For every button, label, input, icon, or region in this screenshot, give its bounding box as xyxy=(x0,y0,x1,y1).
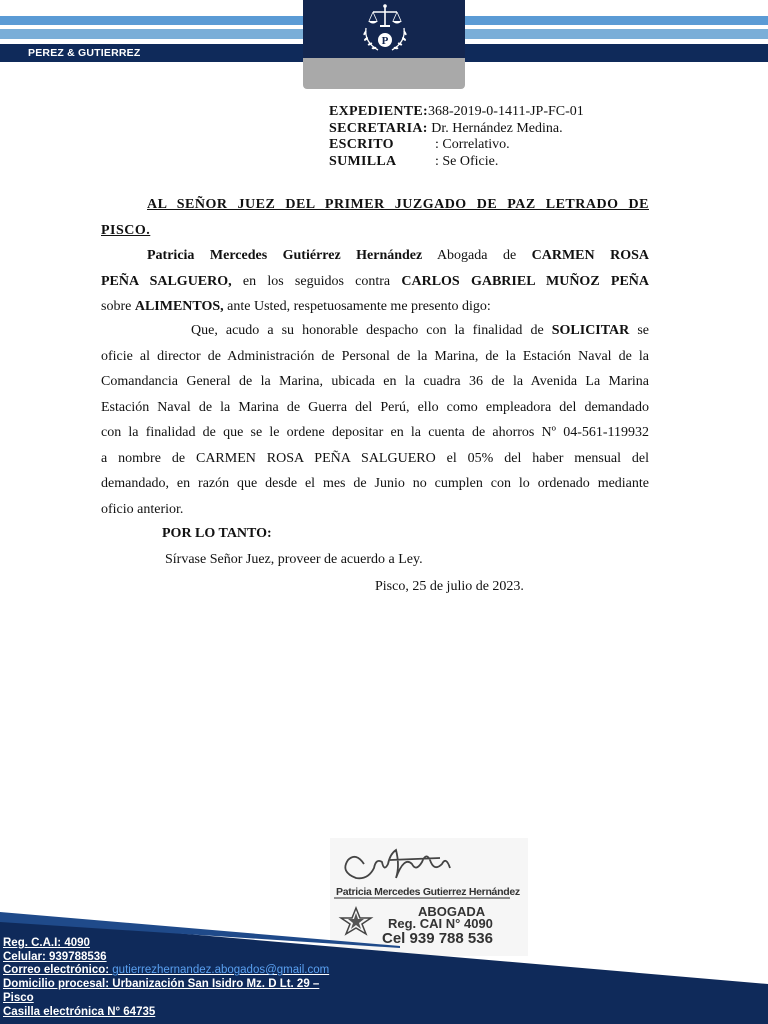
sumilla-row xyxy=(329,154,584,171)
closing-heading: POR LO TANTO: xyxy=(162,526,272,541)
secretaria-label: SECRETARIA: xyxy=(329,120,428,136)
attorney-name: Patricia Mercedes Gutiérrez Hernández xyxy=(147,248,423,263)
request-keyword: SOLICITAR xyxy=(551,323,630,338)
place-date: Pisco, 25 de julio de 2023. xyxy=(375,579,524,594)
request-paragraph: Que, acudo a su honorable despacho con la finalidad de SOLICITAR se oficie al director de Administración de Personal de la Marina, de la Estación Naval de la Comandancia General de la Marina, ubicada en la cuadra 36 de la Avenida La Marina Estación Naval de la Marina de Guerra del Perú, ello como empleadora del demandado con la finalidad de que se le ordene depositar en la cuenta de ahorros Nº 04-561-119932 a nombre de CARMEN ROSA PEÑA SALGUERO el 05% del haber mensual del demandado, en razón que desde el mes de Junio no cumplen con lo ordenado mediante oficio anterior. xyxy=(101,323,649,517)
expediente-value: 368-2019-0-1411-JP-FC-01 xyxy=(427,104,584,119)
client-name: CARMEN ROSA xyxy=(531,248,649,263)
footer-domicilio: Domicilio procesal: Urbanización San Isidro Mz. D Lt. 29 – xyxy=(3,978,320,991)
addressee-line-1: AL SEÑOR JUEZ DEL PRIMER JUZGADO DE PAZ LETRADO DE xyxy=(147,197,649,212)
closing xyxy=(101,521,649,600)
stamp-name: Patricia Mercedes Gutierrez Hernández xyxy=(336,886,520,898)
escrito-label: ESCRITO xyxy=(329,137,394,152)
stamp-role: ABOGADA xyxy=(418,904,486,919)
case-info xyxy=(329,104,584,170)
logo-letter: P xyxy=(381,35,389,47)
footer-email-row: Correo electrónico: gutierrezhernandez.abogados@gmail.com xyxy=(3,964,330,977)
expediente-label: EXPEDIENTE: xyxy=(329,104,428,119)
firm-name: PEREZ & GUTIERREZ xyxy=(28,47,141,59)
footer-domicilio-2: Pisco xyxy=(3,991,34,1004)
logo-tab xyxy=(303,56,465,89)
intro-paragraph: Patricia Mercedes Gutiérrez Hernández Abogada de CARMEN ROSA PEÑA SALGUERO, en los seguidos contra CARLOS GABRIEL MUÑOZ PEÑA sobre ALIMENTOS, ante Usted, respetuosamente me presento digo: xyxy=(101,248,650,314)
addressee xyxy=(101,192,649,243)
stamp-reg: Reg. CAI N° 4090 xyxy=(388,916,493,931)
sumilla-label: SUMILLA xyxy=(329,153,397,169)
closing-text: Sírvase Señor Juez, proveer de acuerdo a Ley. xyxy=(165,551,423,567)
footer-email-link[interactable]: gutierrezhernandez.abogados@gmail.com xyxy=(112,964,330,977)
escrito-value: : Correlativo. xyxy=(435,137,510,152)
escrito-row xyxy=(329,137,584,154)
secretaria-row xyxy=(329,121,584,138)
footer-casilla: Casilla electrónica N° 64735 xyxy=(3,1005,156,1018)
expediente-row xyxy=(329,104,584,121)
footer-contact xyxy=(3,937,329,1019)
secretaria-value: Dr. Hernández Medina. xyxy=(427,120,563,136)
addressee-line-2: PISCO. xyxy=(101,222,151,238)
client-name-2: PEÑA SALGUERO, xyxy=(101,273,232,289)
footer-cel: Celular: 939788536 xyxy=(3,950,107,963)
matter: ALIMENTOS, xyxy=(134,299,224,314)
stamp-cel: Cel 939 788 536 xyxy=(382,930,493,947)
sumilla-value: : Se Oficie. xyxy=(435,153,499,169)
defendant-name: CARLOS GABRIEL MUÑOZ PEÑA xyxy=(401,273,650,289)
footer-reg: Reg. C.A.I: 4090 xyxy=(3,937,90,949)
scales-of-justice-logo-icon xyxy=(352,2,418,56)
